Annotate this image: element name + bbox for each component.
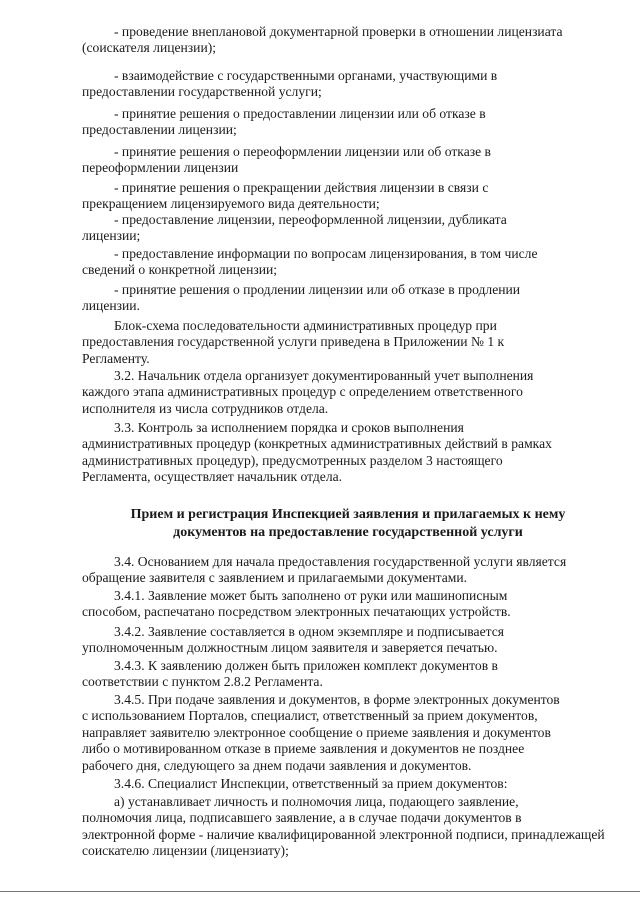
- text-line: уполномоченным должностным лицом заявителя и заверяется печатью.: [82, 640, 498, 656]
- paragraph: [82, 212, 614, 245]
- text-line: предоставлении лицензии;: [82, 122, 237, 138]
- heading-line: Прием и регистрация Инспекцией заявления и прилагаемых к нему: [130, 507, 566, 522]
- text-line: - принятие решения о переоформлении лицензии или об отказе в: [114, 144, 491, 159]
- text-line: соответствии с пунктом 2.8.2 Регламента.: [82, 674, 323, 690]
- text-line: административных процедур), предусмотренных разделом 3 настоящего: [82, 452, 503, 468]
- text-line: 3.2. Начальник отдела организует документированный учет выполнения: [114, 368, 534, 383]
- text-line: Регламента, осуществляет начальник отдела.: [82, 469, 343, 485]
- text-line: - принятие решения о прекращении действия лицензии в связи с: [114, 180, 489, 195]
- text-line: прекращением лицензируемого вида деятельности;: [82, 196, 380, 212]
- text-line: каждого этапа административных процедур с определением ответственного: [82, 384, 523, 400]
- text-line: (соискателя лицензии);: [82, 40, 217, 56]
- text-line: 3.4.3. К заявлению должен быть приложен комплект документов в: [114, 658, 498, 673]
- text-line: электронной форме - наличие квалифицированной электронной подписи, принадлежащей: [82, 826, 605, 842]
- text-line: соискателю лицензии (лицензиату);: [82, 843, 289, 859]
- heading-line: документов на предоставление государственной услуги: [173, 525, 523, 540]
- text-line: рабочего дня, следующего за днем подачи заявления и документов.: [82, 757, 472, 773]
- text-line: а) устанавливает личность и полномочия лица, подающего заявление,: [114, 794, 519, 809]
- text-line: 3.4. Основанием для начала предоставления государственной услуги является: [114, 554, 567, 569]
- paragraph: [82, 624, 614, 657]
- paragraph: [82, 24, 614, 57]
- paragraph: [82, 68, 614, 101]
- paragraph: [82, 692, 614, 774]
- text-line: обращение заявителя с заявлением и прилагаемыми документами.: [82, 570, 468, 586]
- text-line: 3.4.2. Заявление составляется в одном экземпляре и подписывается: [114, 624, 505, 639]
- text-line: Блок-схема последовательности административных процедур при: [114, 318, 497, 333]
- paragraph: [82, 420, 614, 486]
- text-line: 3.4.1. Заявление может быть заполнено от руки или машинописным: [114, 588, 508, 603]
- paragraph: [82, 658, 614, 691]
- text-line: административных процедур (конкретных административных действий в рамках: [82, 436, 552, 452]
- text-line: либо о мотивированном отказе в приеме заявления и документов не позднее: [82, 741, 525, 757]
- text-line: переоформлении лицензии: [82, 160, 239, 176]
- text-line: предоставления государственной услуги приведена в Приложении № 1 к: [82, 334, 505, 350]
- paragraph: [82, 144, 614, 177]
- text-line: 3.4.5. При подаче заявления и документов, в форме электронных документов: [114, 692, 560, 707]
- text-line: лицензии;: [82, 228, 141, 244]
- text-line: - предоставление лицензии, переоформленной лицензии, дубликата: [114, 212, 507, 227]
- paragraph: [82, 588, 614, 621]
- text-line: - взаимодействие с государственными органами, участвующими в: [114, 68, 498, 83]
- text-line: сведений о конкретной лицензии;: [82, 262, 278, 278]
- footer-rule: [0, 891, 640, 892]
- paragraph: [82, 318, 614, 367]
- paragraph: [82, 282, 614, 315]
- paragraph: [82, 776, 614, 792]
- text-line: способом, распечатано посредством электронных печатающих устройств.: [82, 604, 511, 620]
- text-line: - проведение внеплановой документарной проверки в отношении лицензиата: [114, 24, 563, 39]
- text-line: Регламенту.: [82, 350, 150, 366]
- text-line: - принятие решения о продлении лицензии или об отказе в продлении: [114, 282, 521, 297]
- text-line: полномочия лица, подписавшего заявление, а в случае подачи документов в: [82, 810, 522, 826]
- paragraph: [82, 794, 614, 860]
- section-heading: [82, 506, 614, 542]
- text-line: направляет заявителю электронное сообщение о приеме заявления и документов: [82, 724, 551, 740]
- paragraph: [82, 180, 614, 213]
- text-line: - предоставление информации по вопросам лицензирования, в том числе: [114, 246, 538, 261]
- text-line: лицензии.: [82, 298, 140, 314]
- text-line: 3.4.6. Специалист Инспекции, ответственный за прием документов:: [114, 776, 508, 791]
- text-line: с использованием Порталов, специалист, ответственный за прием документов,: [82, 708, 538, 724]
- paragraph: [82, 368, 614, 417]
- text-line: исполнителя из числа сотрудников отдела.: [82, 400, 329, 416]
- paragraph: [82, 106, 614, 139]
- text-line: предоставлении государственной услуги;: [82, 84, 322, 100]
- text-line: 3.3. Контроль за исполнением порядка и сроков выполнения: [114, 420, 464, 435]
- paragraph: [82, 246, 614, 279]
- paragraph: [82, 554, 614, 587]
- text-line: - принятие решения о предоставлении лицензии или об отказе в: [114, 106, 486, 121]
